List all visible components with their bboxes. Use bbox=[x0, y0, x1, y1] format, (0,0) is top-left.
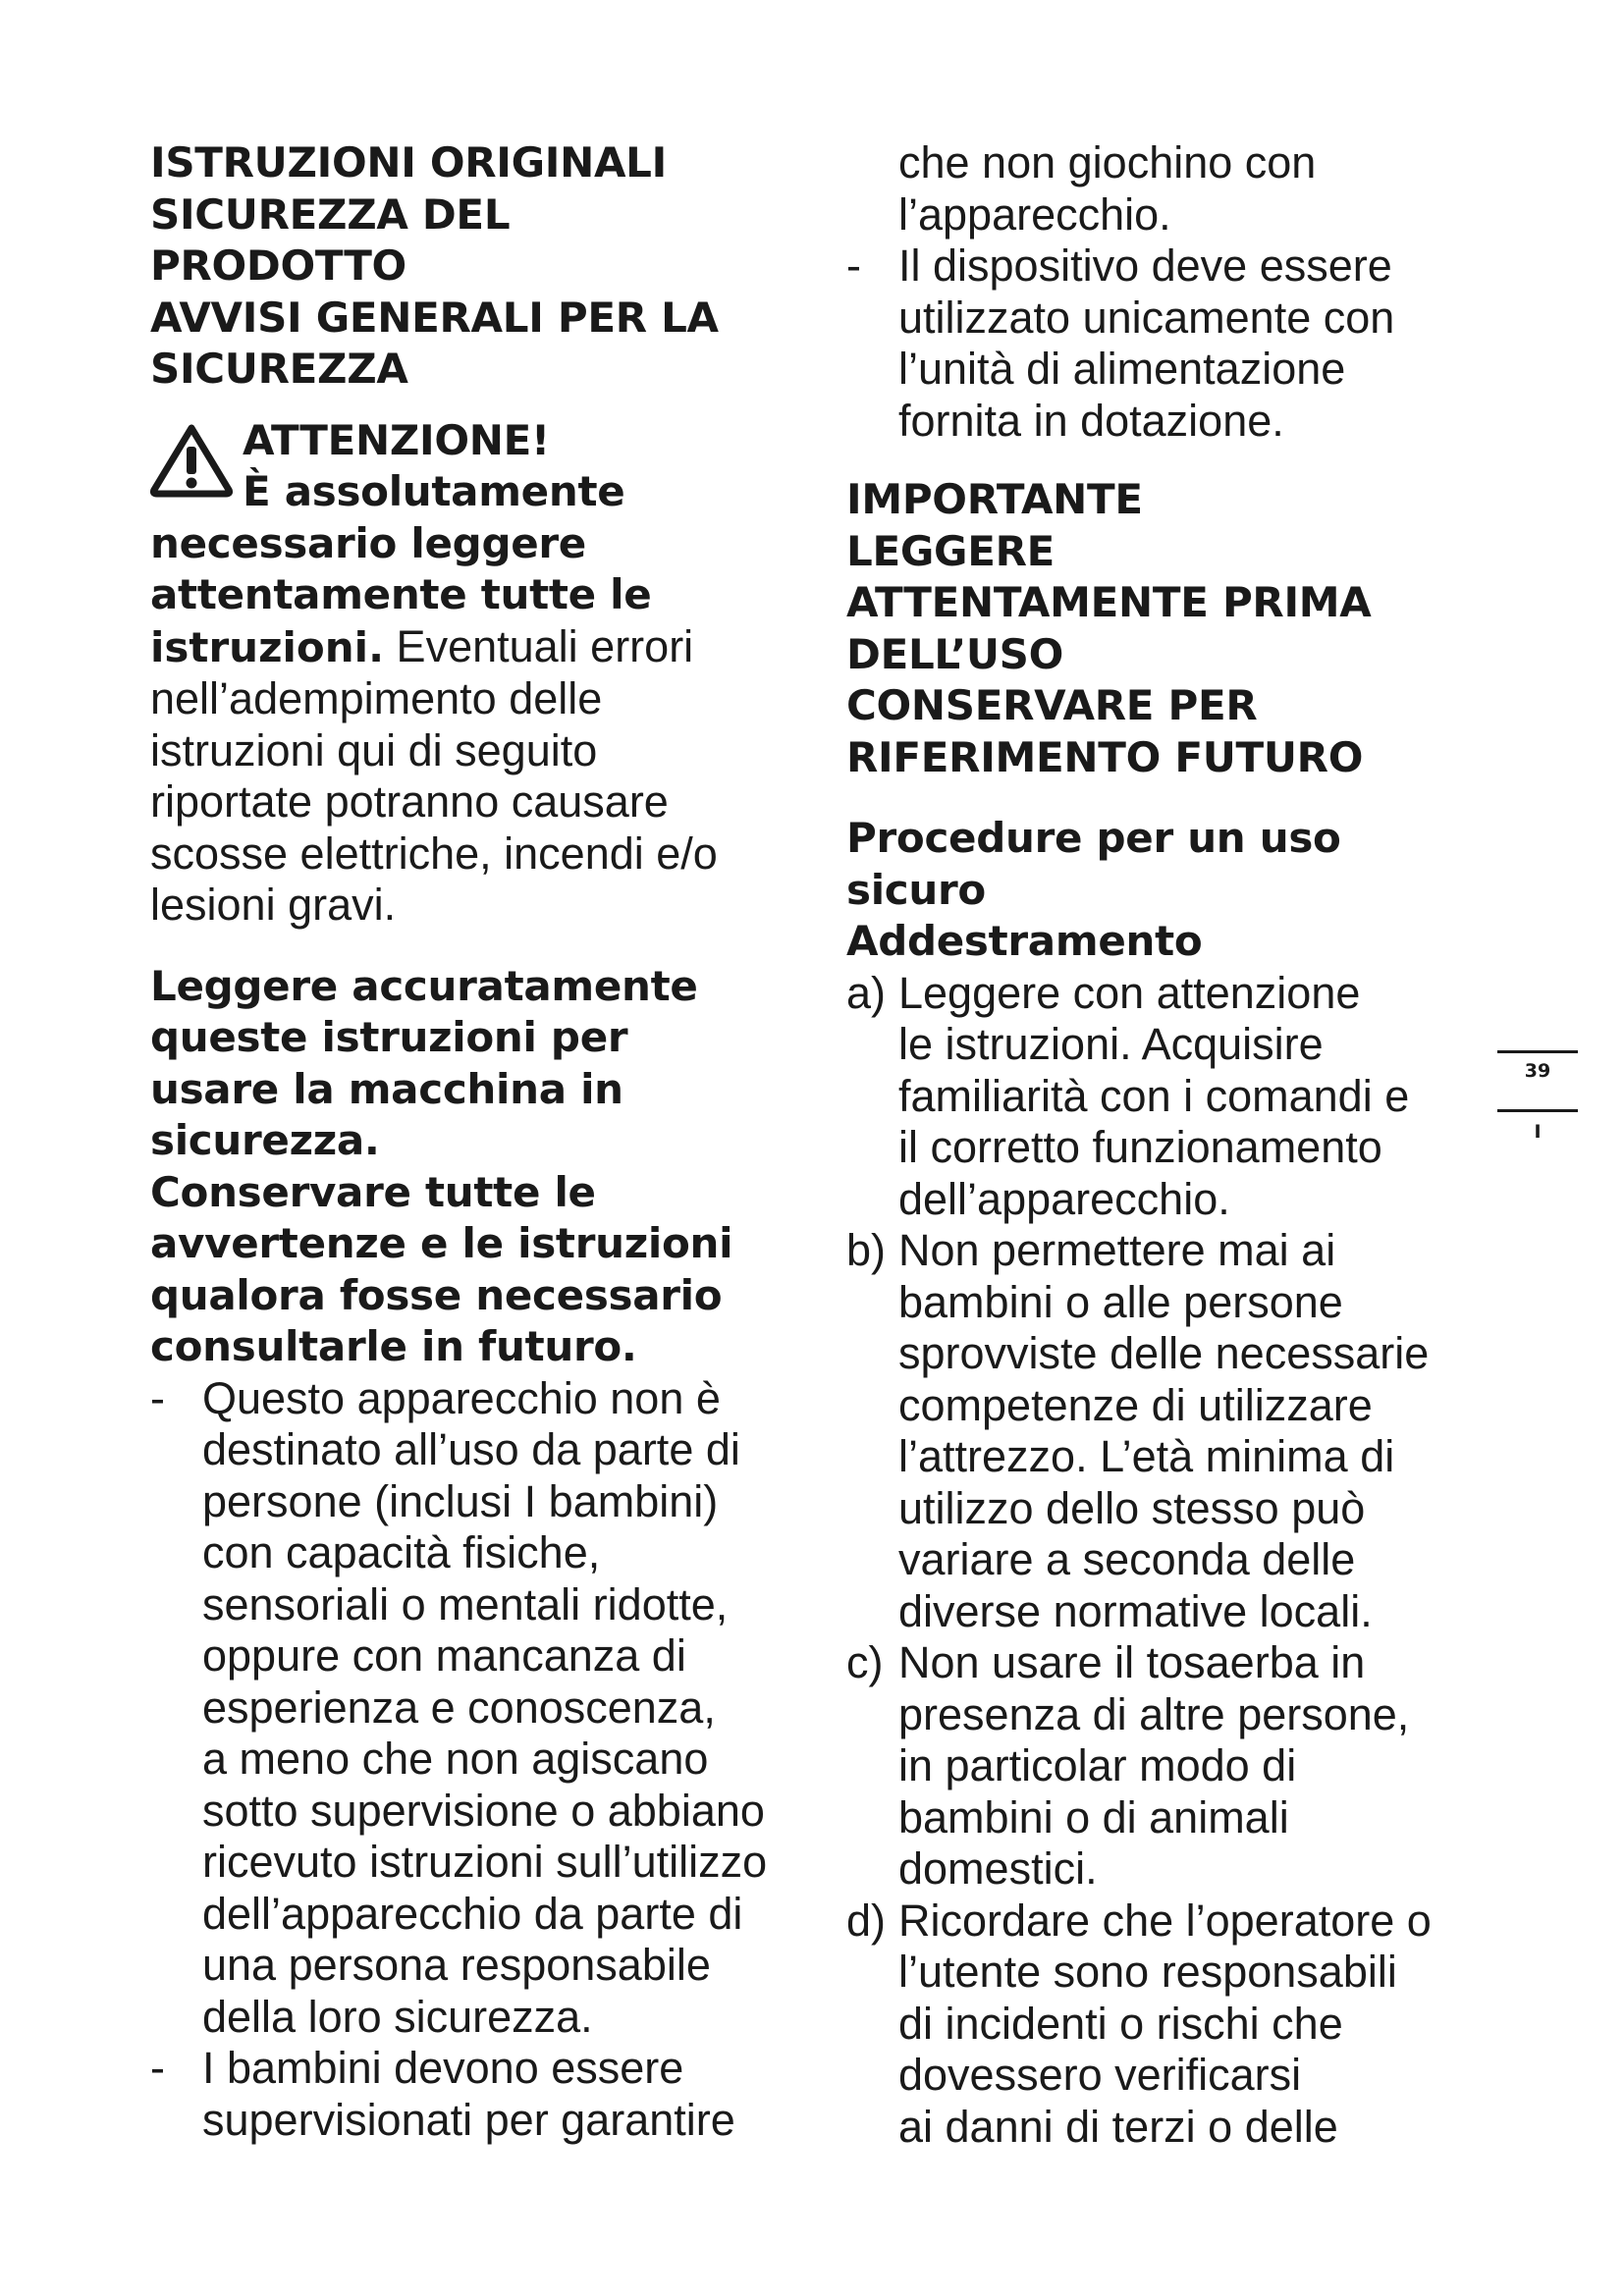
list-item bbox=[150, 1373, 798, 2044]
warning-title-row bbox=[150, 415, 798, 518]
warning-text-line: riportate potranno causare bbox=[150, 776, 669, 827]
heading-line: PRODOTTO bbox=[150, 241, 406, 290]
main-heading bbox=[150, 137, 798, 396]
heading-line: SICUREZZA bbox=[150, 345, 408, 393]
list-item-line: Il dispositivo deve essere bbox=[898, 240, 1392, 291]
list-item-line: una persona responsabile bbox=[202, 1940, 711, 1990]
list-item-line: supervisionati per garantire bbox=[202, 2094, 735, 2145]
heading-line: SICUREZZA DEL bbox=[150, 189, 511, 239]
list-item-c bbox=[846, 1637, 1494, 1896]
heading-line: LEGGERE bbox=[846, 526, 1056, 575]
item-marker: c) bbox=[846, 1637, 884, 1687]
list-item-line: esperienza e conoscenza, bbox=[202, 1682, 716, 1733]
list-item-line: Ricordare che l’operatore o bbox=[898, 1895, 1432, 1946]
right-column bbox=[846, 137, 1494, 2153]
list-item-line: con capacità fisiche, bbox=[202, 1527, 601, 1577]
warning-bold-line: necessario leggere bbox=[150, 518, 586, 567]
list-item-line: I bambini devono essere bbox=[202, 2043, 684, 2093]
warning-bold-line: È assolutamente bbox=[243, 467, 625, 515]
list-item-line: le istruzioni. Acquisire bbox=[898, 1019, 1324, 1069]
list-item-line: dell’apparecchio. bbox=[898, 1173, 1230, 1224]
list-item-line: sensoriali o mentali ridotte, bbox=[202, 1578, 729, 1629]
list-item-line: oppure con mancanza di bbox=[202, 1630, 686, 1681]
dash-marker: - bbox=[846, 240, 861, 291]
page-marker-bottom-rule bbox=[1497, 1109, 1578, 1112]
warning-bold-line: attentamente tutte le bbox=[150, 570, 652, 618]
warning-text-line: scosse elettriche, incendi e/o bbox=[150, 828, 718, 879]
list-item-line: l’apparecchio. bbox=[898, 188, 1171, 240]
list-item-a bbox=[846, 968, 1494, 1226]
dash-marker: - bbox=[150, 1372, 165, 1423]
page-number: 39 bbox=[1524, 1060, 1551, 1082]
item-marker: d) bbox=[846, 1895, 887, 1946]
list-item-line: diverse normative locali. bbox=[898, 1585, 1373, 1636]
heading-line: CONSERVARE PER bbox=[846, 681, 1258, 729]
list-item-line: utilizzo dello stesso può bbox=[898, 1482, 1366, 1533]
list-item-line: della loro sicurezza. bbox=[202, 1991, 593, 2042]
bold-line: qualora fosse necessario bbox=[150, 1270, 723, 1319]
list-item-line: ai danni di terzi o delle bbox=[898, 2101, 1338, 2152]
list-item-line: Non permettere mai ai bbox=[898, 1225, 1336, 1275]
heading-line: DELL’USO bbox=[846, 629, 1064, 678]
list-item-line: presenza di altre persone, bbox=[898, 1688, 1410, 1739]
list-item-line: il corretto funzionamento bbox=[898, 1122, 1382, 1172]
list-item-line: destinato all’uso da parte di bbox=[202, 1424, 740, 1474]
list-item-line: dell’apparecchio da parte di bbox=[202, 1888, 743, 1939]
list-item bbox=[846, 240, 1494, 447]
page-marker bbox=[1497, 1042, 1578, 1150]
section-line: sicuro bbox=[846, 865, 986, 914]
warning-icon bbox=[150, 423, 233, 498]
list-item-line: sprovviste delle necessarie bbox=[898, 1328, 1430, 1378]
list-item-line: variare a seconda delle bbox=[898, 1534, 1356, 1584]
warning-block bbox=[150, 415, 798, 932]
section-line: Addestramento bbox=[846, 917, 1203, 965]
bold-line: sicurezza. bbox=[150, 1116, 380, 1164]
bold-line: usare la macchina in bbox=[150, 1064, 623, 1113]
list-item-line: sotto supervisione o abbiano bbox=[202, 1785, 765, 1836]
bold-line: Conservare tutte le bbox=[150, 1167, 596, 1216]
bold-line: consultarle in futuro. bbox=[150, 1322, 637, 1370]
bold-line: queste istruzioni per bbox=[150, 1013, 628, 1061]
important-heading bbox=[846, 474, 1494, 783]
list-item-line: bambini o alle persone bbox=[898, 1276, 1343, 1327]
heading-line: IMPORTANTE bbox=[846, 475, 1143, 523]
list-item-line: a meno che non agiscano bbox=[202, 1734, 709, 1784]
list-item-line: utilizzato unicamente con bbox=[898, 292, 1395, 343]
list-item-line: che non giochino con bbox=[898, 137, 1317, 187]
list-item-line: in particolar modo di bbox=[898, 1740, 1297, 1790]
warning-text-line: lesioni gravi. bbox=[150, 880, 397, 930]
warning-bold-end: istruzioni. bbox=[150, 622, 385, 671]
heading-line: ISTRUZIONI ORIGINALI bbox=[150, 138, 667, 187]
heading-line: RIFERIMENTO FUTURO bbox=[846, 732, 1364, 781]
bold-line: Leggere accuratamente bbox=[150, 961, 698, 1010]
list-item-line: l’utente sono responsabili bbox=[898, 1947, 1397, 1997]
dash-marker: - bbox=[150, 2043, 165, 2093]
warning-text-start: Eventuali errori bbox=[384, 620, 694, 671]
list-item-line: fornita in dotazione. bbox=[898, 395, 1284, 446]
bold-line: avvertenze e le istruzioni bbox=[150, 1219, 733, 1267]
list-item-line: Questo apparecchio non è bbox=[202, 1372, 721, 1423]
continued-item bbox=[846, 137, 1494, 240]
list-item bbox=[150, 2043, 798, 2146]
item-marker: b) bbox=[846, 1225, 887, 1275]
list-item-line: persone (inclusi I bambini) bbox=[202, 1475, 719, 1526]
list-item-line: Leggere con attenzione bbox=[898, 967, 1361, 1018]
warning-mixed-line bbox=[150, 621, 798, 674]
page-marker-top-rule bbox=[1497, 1050, 1578, 1053]
warning-title: ATTENZIONE! bbox=[243, 415, 550, 464]
list-item-d bbox=[846, 1896, 1494, 2154]
read-carefully-block bbox=[150, 961, 798, 1373]
list-item-line: ricevuto istruzioni sull’utilizzo bbox=[202, 1837, 768, 1887]
left-column bbox=[150, 137, 798, 2146]
list-item-line: l’attrezzo. L’età minima di bbox=[898, 1431, 1395, 1481]
list-item-line: di incidenti o rischi che bbox=[898, 1998, 1343, 2049]
section-line: Procedure per un uso bbox=[846, 814, 1341, 862]
item-marker: a) bbox=[846, 967, 887, 1018]
section-heading bbox=[846, 813, 1494, 968]
list-item-b bbox=[846, 1225, 1494, 1637]
list-item-line: bambini o di animali bbox=[898, 1791, 1289, 1842]
list-item-line: domestici. bbox=[898, 1843, 1098, 1894]
heading-line: ATTENTAMENTE PRIMA bbox=[846, 578, 1372, 626]
heading-line: AVVISI GENERALI PER LA bbox=[150, 293, 719, 342]
list-item-line: familiarità con i comandi e bbox=[898, 1070, 1410, 1121]
language-code: I bbox=[1534, 1121, 1542, 1143]
warning-text-line: istruzioni qui di seguito bbox=[150, 724, 598, 775]
warning-text-line: nell’adempimento delle bbox=[150, 673, 603, 723]
list-item-line: dovessero verificarsi bbox=[898, 2050, 1302, 2100]
list-item-line: l’unità di alimentazione bbox=[898, 344, 1346, 394]
list-item-line: competenze di utilizzare bbox=[898, 1379, 1373, 1430]
list-item-line: Non usare il tosaerba in bbox=[898, 1637, 1366, 1687]
